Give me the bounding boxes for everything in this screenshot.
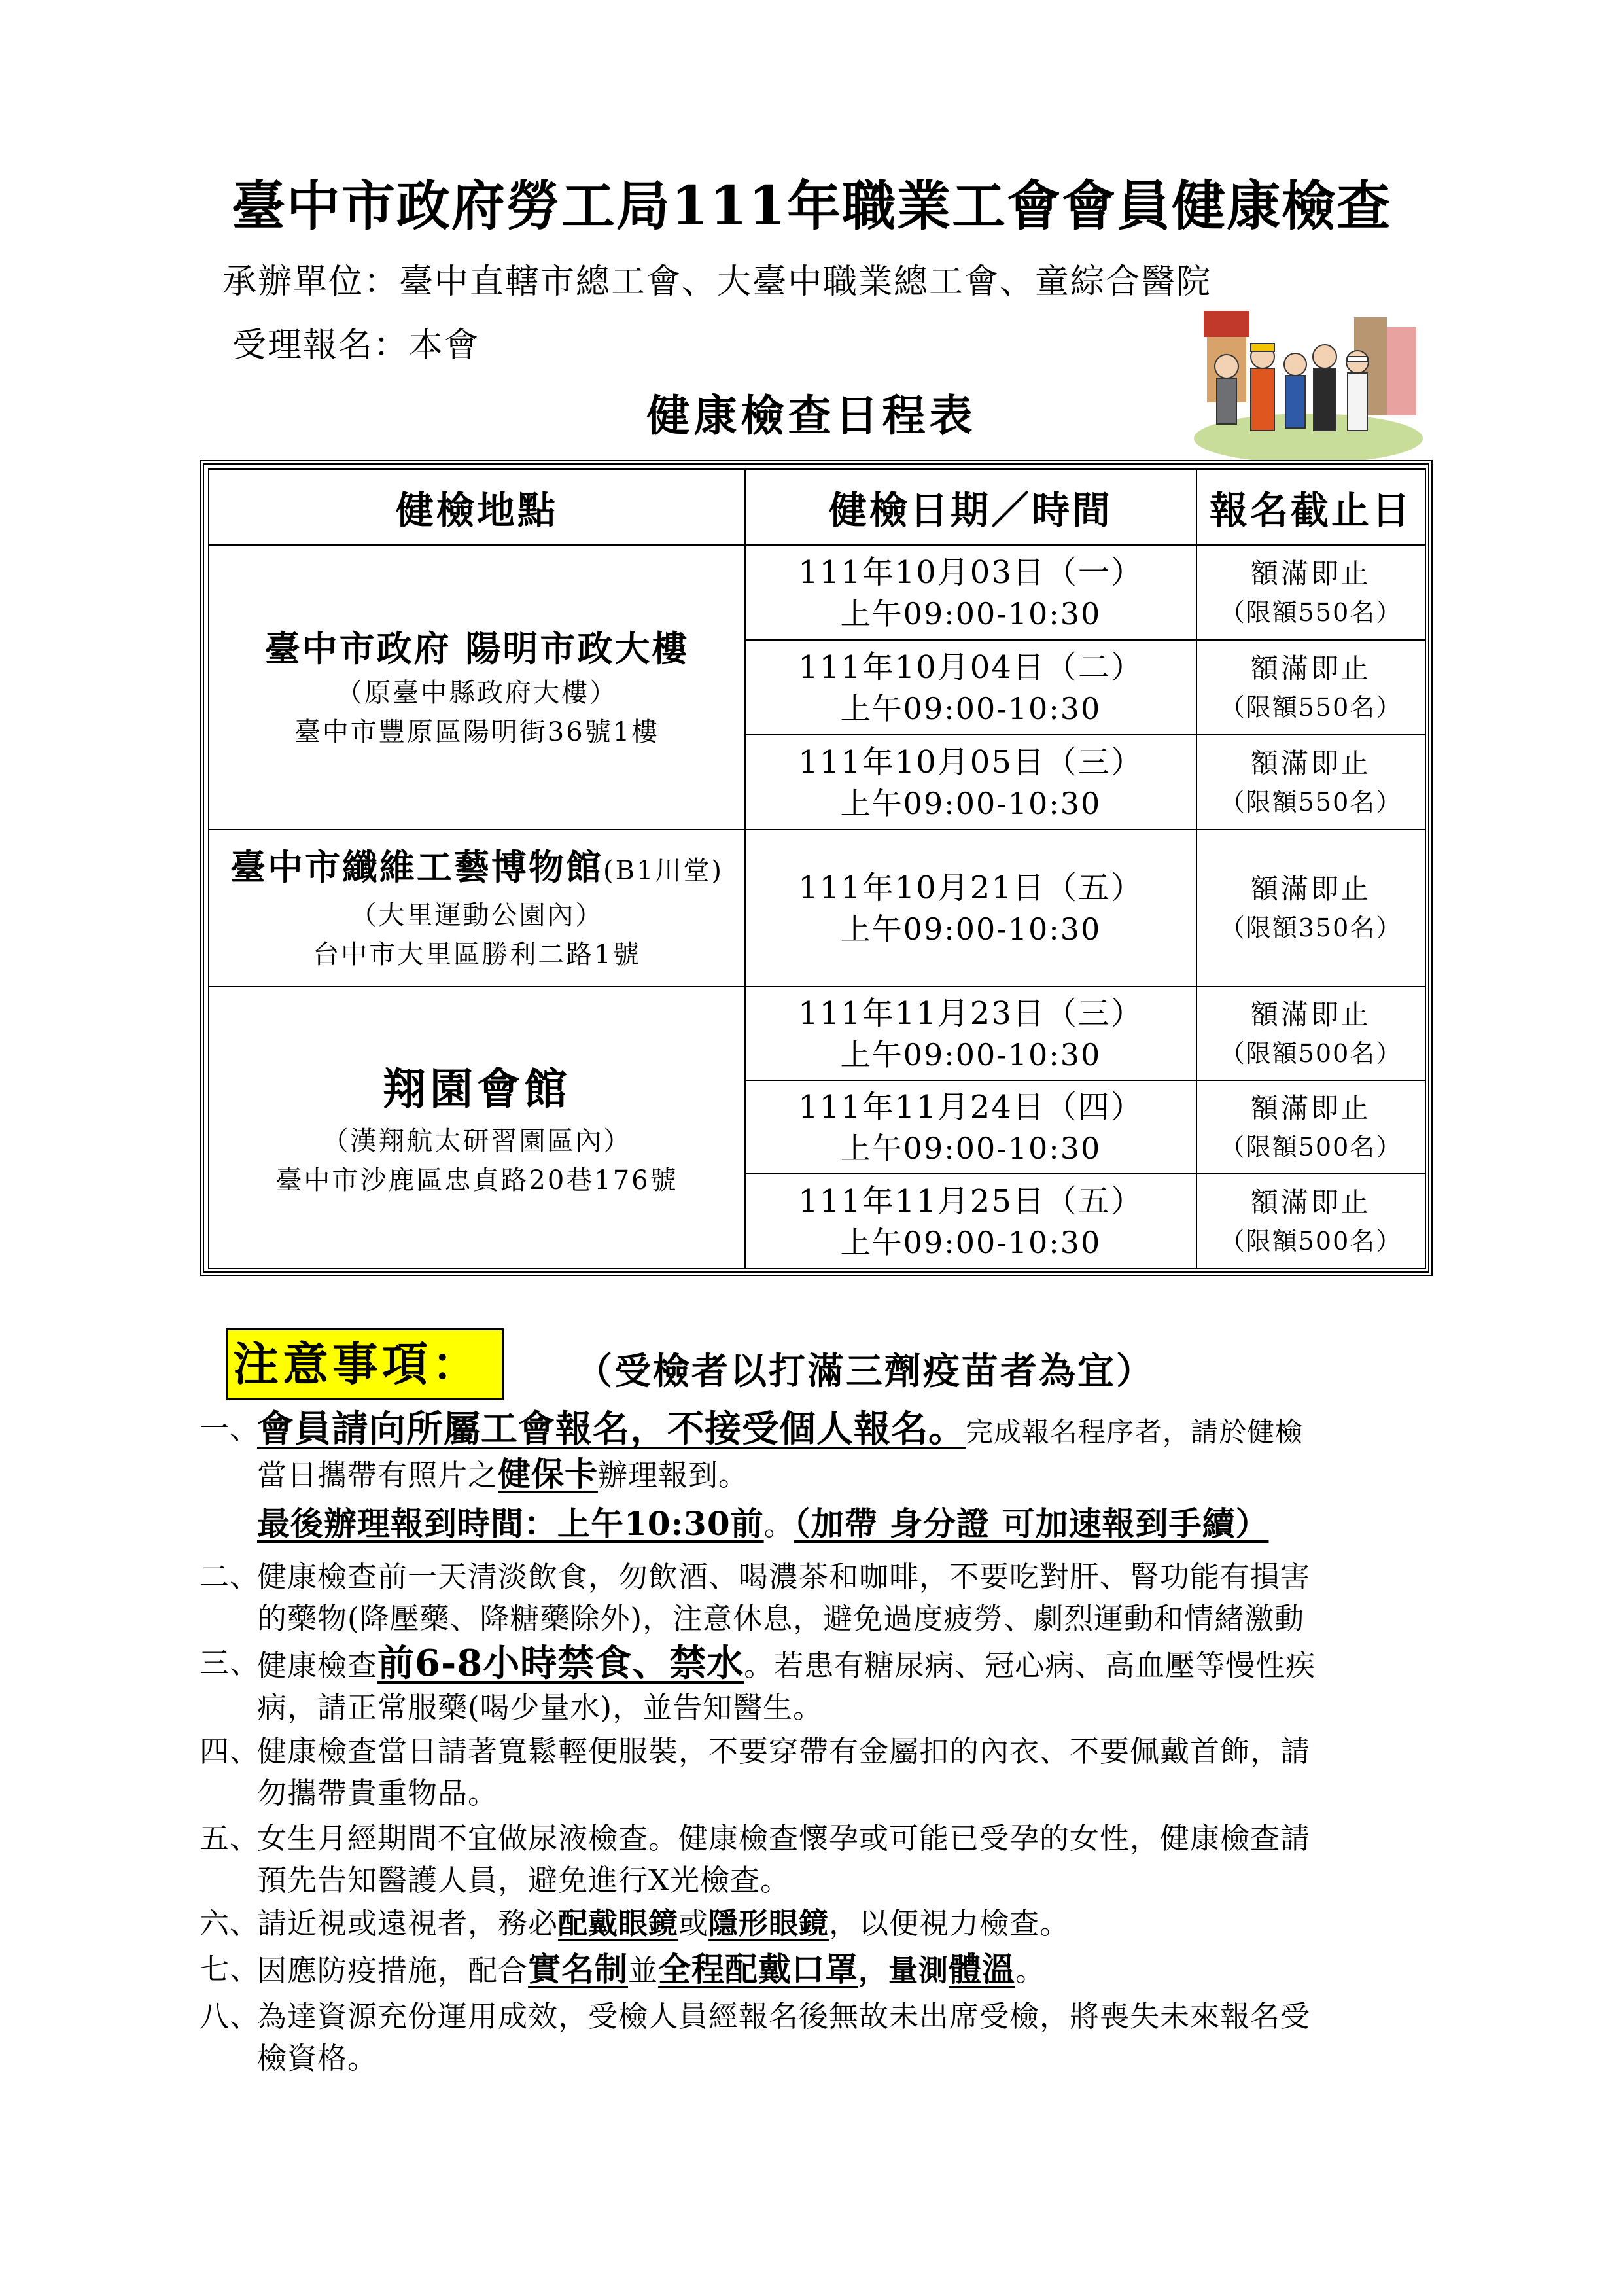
item-line: 最後辦理報到時間：上午10:30前。（加帶 身分證 可加速報到手續） xyxy=(257,1504,1269,1543)
quota-text: （限額500名） xyxy=(1219,1132,1403,1161)
location-name: 翔園會館 xyxy=(383,1063,571,1114)
location-name: 臺中市纖維工藝博物館(B1川堂) xyxy=(230,846,724,888)
item-number: 三、 xyxy=(200,1646,260,1680)
location-address: 臺中市豐原區陽明街36號1樓 xyxy=(294,716,660,747)
session-deadline xyxy=(1196,1080,1425,1174)
item-number: 五、 xyxy=(200,1821,260,1856)
item-line: 預先告知醫護人員，避免進行X光檢查。 xyxy=(257,1863,791,1898)
notice-item-1 xyxy=(200,1408,1442,1546)
session-deadline xyxy=(1196,640,1425,735)
session-time: 上午09:00-10:30 xyxy=(840,785,1102,821)
registration-line: 受理報名：本會 xyxy=(232,326,480,365)
item-line: 勿攜帶貴重物品。 xyxy=(257,1776,498,1810)
item-line: 健康檢查當日請著寬鬆輕便服裝，不要穿帶有金屬扣的內衣、不要佩戴首飾，請 xyxy=(257,1734,1311,1769)
session-date: 111年11月24日（四） xyxy=(798,1088,1143,1125)
session-datetime xyxy=(745,987,1196,1080)
location-note: （原臺中縣政府大樓） xyxy=(336,677,618,708)
quota-text: （限額350名） xyxy=(1219,913,1403,942)
schedule-title: 健康檢查日程表 xyxy=(646,390,977,441)
notice-item-3 xyxy=(200,1642,1442,1729)
item-line: 女生月經期間不宜做尿液檢查。健康檢查懷孕或可能已受孕的女性，健康檢查請 xyxy=(257,1821,1311,1856)
session-datetime xyxy=(745,1080,1196,1174)
item-number: 一、 xyxy=(200,1411,260,1446)
session-date: 111年10月04日（二） xyxy=(798,648,1143,686)
session-datetime xyxy=(745,830,1196,987)
quota-text: （限額550名） xyxy=(1219,787,1403,817)
session-date: 111年10月21日（五） xyxy=(798,870,1143,906)
item-number: 七、 xyxy=(200,1952,260,1987)
session-time: 上午09:00-10:30 xyxy=(840,595,1102,631)
session-time: 上午09:00-10:30 xyxy=(840,690,1102,726)
workers-group-illustration xyxy=(1191,304,1426,461)
item-line: 病，請正常服藥(喝少量水)，並告知醫生。 xyxy=(257,1690,824,1725)
session-time: 上午09:00-10:30 xyxy=(840,1036,1102,1072)
notice-vaccine-note: （受檢者以打滿三劑疫苗者為宜） xyxy=(576,1350,1155,1393)
item-line: 為達資源充份運用成效，受檢人員經報名後無故未出席受檢，將喪失未來報名受 xyxy=(257,1999,1311,2034)
quota-text: （限額500名） xyxy=(1219,1226,1403,1256)
location-cell xyxy=(209,830,745,987)
item-line: 因應防疫措施，配合實名制並全程配戴口罩，量測體溫。 xyxy=(257,1950,1046,1988)
session-deadline xyxy=(1196,830,1425,987)
session-datetime xyxy=(745,1174,1196,1269)
item-number: 二、 xyxy=(200,1559,260,1594)
deadline-text: 額滿即止 xyxy=(1250,652,1371,684)
session-date: 111年11月25日（五） xyxy=(798,1182,1143,1220)
session-datetime xyxy=(745,640,1196,735)
session-date: 111年10月03日（一） xyxy=(798,554,1143,591)
item-number: 四、 xyxy=(200,1734,260,1769)
notice-item-7 xyxy=(200,1949,1442,1992)
location-note: （漢翔航太研習園區內） xyxy=(322,1125,632,1156)
quota-text: （限額550名） xyxy=(1219,597,1403,627)
item-line: 檢資格。 xyxy=(257,2041,378,2075)
item-line: 的藥物(降壓藥、降糖藥除外)，注意休息，避免過度疲勞、劇烈運動和情緒激動 xyxy=(257,1601,1305,1636)
session-date: 111年10月05日（三） xyxy=(798,743,1143,781)
session-time: 上午09:00-10:30 xyxy=(840,1224,1102,1260)
session-date: 111年11月23日（三） xyxy=(798,995,1143,1032)
location-cell xyxy=(209,987,745,1269)
session-datetime xyxy=(745,735,1196,830)
item-line: 當日攜帶有照片之健保卡辦理報到。 xyxy=(257,1455,749,1493)
location-note: （大里運動公園內） xyxy=(350,900,604,930)
quota-text: （限額500名） xyxy=(1219,1038,1403,1068)
location-name: 臺中市政府 陽明市政大樓 xyxy=(264,627,689,669)
deadline-text: 額滿即止 xyxy=(1250,1186,1371,1218)
deadline-text: 額滿即止 xyxy=(1250,557,1371,590)
page-title: 臺中市政府勞工局111年職業工會會員健康檢查 xyxy=(231,175,1392,238)
header-location: 健檢地點 xyxy=(209,469,745,545)
session-time: 上午09:00-10:30 xyxy=(840,1130,1102,1166)
item-number: 八、 xyxy=(200,1999,260,2034)
header-deadline: 報名截止日 xyxy=(1196,469,1425,545)
item-line: 健康檢查前6-8小時禁食、禁水。若患有糖尿病、冠心病、高血壓等慢性疾 xyxy=(257,1642,1316,1685)
session-deadline xyxy=(1196,545,1425,640)
session-datetime xyxy=(745,545,1196,640)
notice-item-4 xyxy=(200,1731,1442,1814)
item-number: 六、 xyxy=(200,1906,260,1941)
notice-item-6 xyxy=(200,1903,1442,1945)
deadline-text: 額滿即止 xyxy=(1250,873,1371,905)
schedule-table xyxy=(208,468,1426,1269)
location-address: 台中市大里區勝利二路1號 xyxy=(313,940,641,970)
location-address: 臺中市沙鹿區忠貞路20巷176號 xyxy=(275,1165,678,1195)
item-line: 請近視或遠視者，務必配戴眼鏡或隱形眼鏡，以便視力檢查。 xyxy=(257,1906,1070,1941)
notice-item-5 xyxy=(200,1818,1442,1901)
item-line: 健康檢查前一天清淡飲食，勿飲酒、喝濃茶和咖啡，不要吃對肝、腎功能有損害 xyxy=(257,1559,1311,1594)
notice-item-8 xyxy=(200,1996,1442,2079)
notice-heading: 注意事項： xyxy=(226,1328,504,1400)
organizer-line: 承辦單位：臺中直轄市總工會、大臺中職業總工會、童綜合醫院 xyxy=(222,262,1212,302)
session-time: 上午09:00-10:30 xyxy=(840,911,1102,947)
deadline-text: 額滿即止 xyxy=(1250,747,1371,779)
quota-text: （限額550名） xyxy=(1219,692,1403,722)
item-line: 會員請向所屬工會報名，不接受個人報名。完成報名程序者，請於健檢 xyxy=(257,1407,1304,1451)
deadline-text: 額滿即止 xyxy=(1250,998,1371,1031)
session-deadline xyxy=(1196,1174,1425,1269)
notice-item-2 xyxy=(200,1556,1442,1640)
session-deadline xyxy=(1196,987,1425,1080)
deadline-text: 額滿即止 xyxy=(1250,1091,1371,1124)
header-datetime: 健檢日期／時間 xyxy=(745,469,1196,545)
location-cell xyxy=(209,545,745,830)
session-deadline xyxy=(1196,735,1425,830)
